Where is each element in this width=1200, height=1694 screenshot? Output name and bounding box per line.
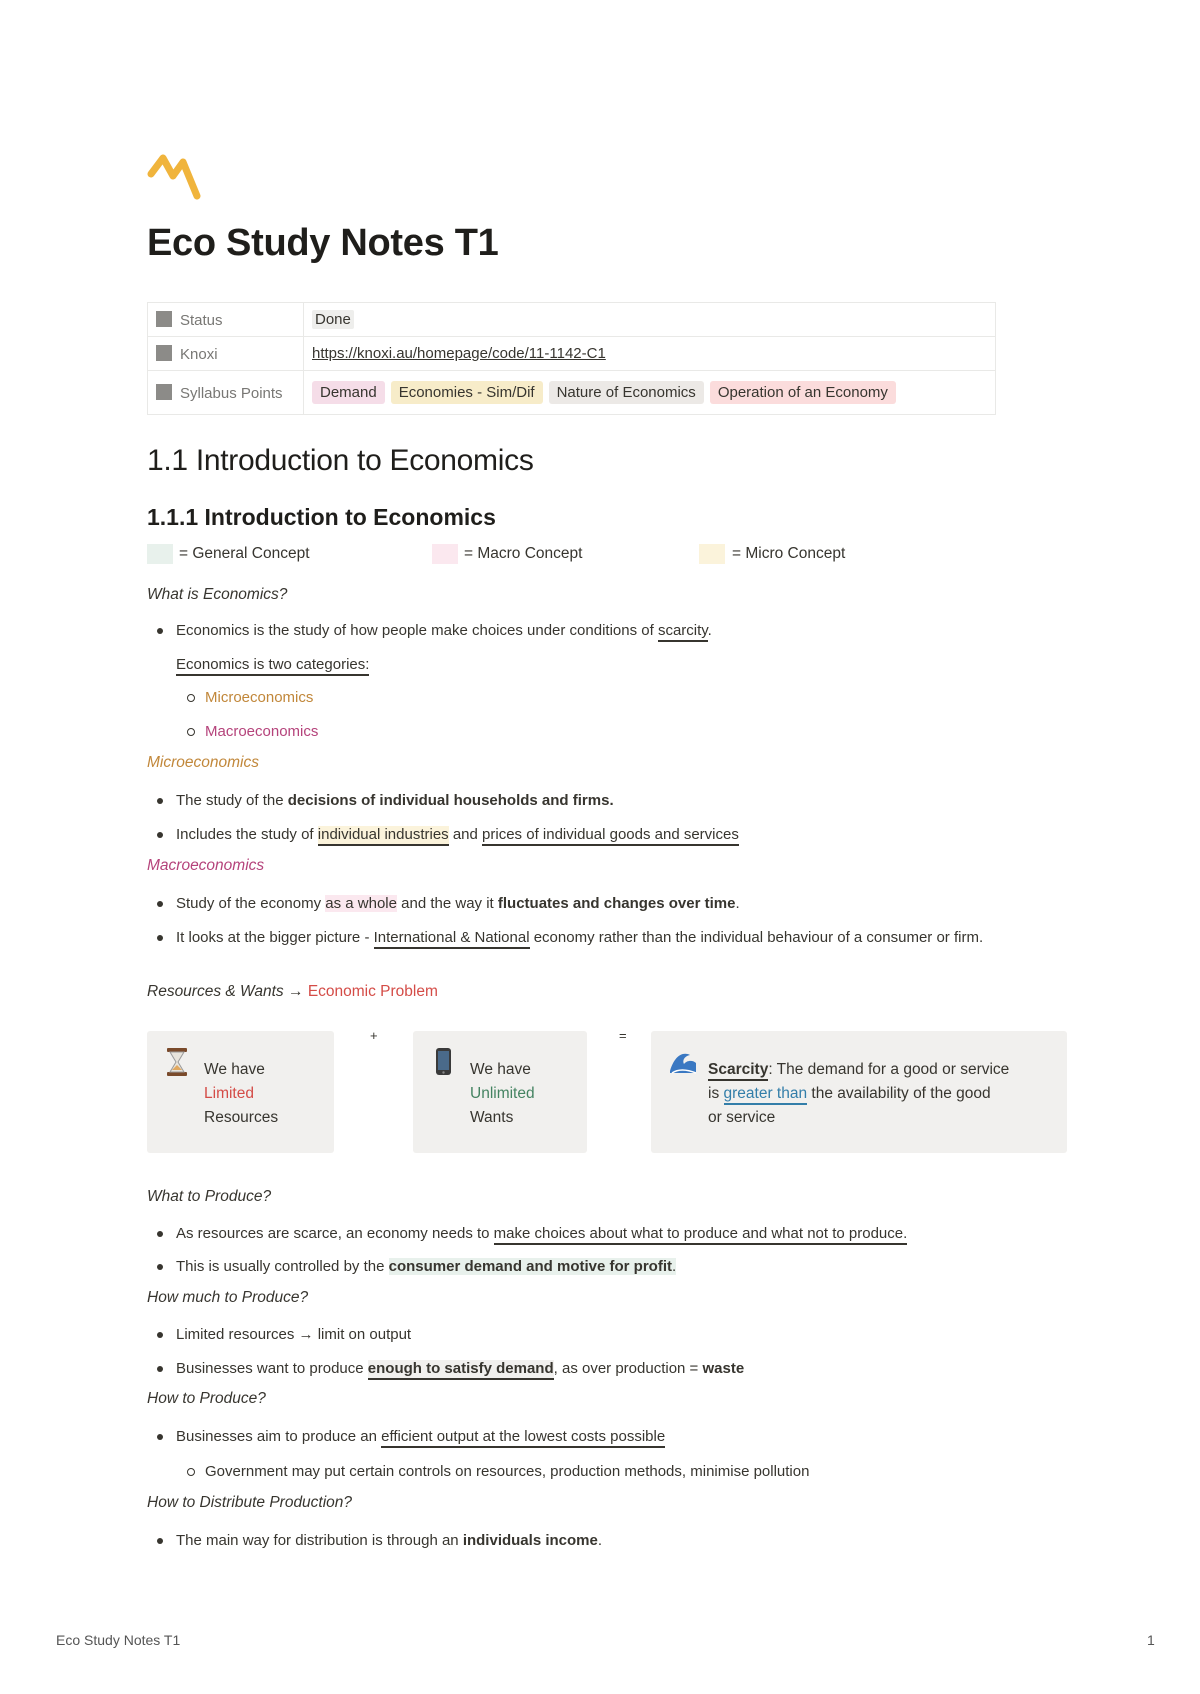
- list-item: The main way for distribution is through an individuals income.: [176, 1529, 1076, 1552]
- section-heading: 1.1 Introduction to Economics: [147, 444, 534, 477]
- equals-sign: =: [619, 1028, 627, 1043]
- property-value-knoxi: [304, 337, 996, 371]
- properties-table: [147, 302, 996, 415]
- resources-heading: Resources & Wants → Economic Problem: [147, 983, 438, 1000]
- what-produce-heading: What to Produce?: [147, 1188, 272, 1205]
- list-item: Businesses aim to produce an efficient output at the lowest costs possible: [176, 1425, 1076, 1448]
- property-key-syllabus: Syllabus Points: [148, 371, 304, 415]
- property-value-syllabus: [304, 371, 996, 415]
- how-much-heading: How much to Produce?: [147, 1289, 309, 1306]
- list-item: As resources are scarce, an economy needs to make choices about what to produce and what not to produce.: [176, 1222, 1076, 1245]
- list-item: Limited resources → limit on output: [176, 1323, 1076, 1346]
- property-row-knoxi: [148, 337, 996, 371]
- legend-micro: = Micro Concept: [732, 545, 846, 562]
- status-badge[interactable]: Done: [312, 310, 354, 329]
- legend-swatch-macro: [432, 544, 458, 564]
- property-icon: [156, 311, 172, 327]
- property-icon: [156, 384, 172, 400]
- subsection-heading: 1.1.1 Introduction to Economics: [147, 504, 496, 530]
- tag-nature[interactable]: Nature of Economics: [549, 381, 704, 404]
- callout-text: We have Unlimited Wants: [470, 1061, 535, 1126]
- two-categories: Economics is two categories:: [176, 653, 369, 676]
- list-item-micro: Microeconomics: [205, 686, 1065, 709]
- list-item: It looks at the bigger picture - International & National economy rather than the individual behaviour of a consumer or firm.: [176, 926, 1066, 949]
- property-value-status[interactable]: [304, 303, 996, 337]
- list-item: Includes the study of individual industries and prices of individual goods and services: [176, 823, 1076, 846]
- property-icon: [156, 345, 172, 361]
- wave-icon: [668, 1047, 698, 1077]
- mobile-phone-icon: [430, 1047, 456, 1077]
- macro-heading: Macroeconomics: [147, 857, 265, 874]
- footer-page-number: 1: [1147, 1632, 1155, 1648]
- micro-heading: Microeconomics: [147, 754, 259, 771]
- list-item: This is usually controlled by the consumer demand and motive for profit.: [176, 1255, 1076, 1278]
- what-is-heading: What is Economics?: [147, 586, 288, 603]
- page-logo-icon: [147, 152, 203, 202]
- list-item: Economics is the study of how people make choices under conditions of scarcity.: [176, 619, 1076, 642]
- page-title: Eco Study Notes T1: [147, 222, 499, 264]
- tag-operation[interactable]: Operation of an Economy: [710, 381, 896, 404]
- list-item: The study of the decisions of individual households and firms.: [176, 789, 1076, 812]
- tag-economies[interactable]: Economies - Sim/Dif: [391, 381, 543, 404]
- distribute-heading: How to Distribute Production?: [147, 1494, 353, 1511]
- list-item: Businesses want to produce enough to satisfy demand, as over production = waste: [176, 1357, 1076, 1380]
- knoxi-link[interactable]: https://knoxi.au/homepage/code/11-1142-C1: [312, 345, 606, 362]
- list-item-sub: Government may put certain controls on resources, production methods, minimise pollution: [205, 1460, 1065, 1483]
- list-item-macro: Macroeconomics: [205, 720, 1065, 743]
- callout-text: We have Limited Resources: [204, 1061, 279, 1126]
- list-item: Study of the economy as a whole and the way it fluctuates and changes over time.: [176, 892, 1076, 915]
- callout-text: Scarcity: The demand for a good or service is greater than the availability of the good or service: [708, 1061, 1010, 1126]
- legend-swatch-general: [147, 544, 173, 564]
- property-key-knoxi: Knoxi: [148, 337, 304, 371]
- plus-sign: +: [370, 1028, 378, 1043]
- property-key-status: Status: [148, 303, 304, 337]
- callout-limited-resources: [147, 1031, 334, 1153]
- footer-title: Eco Study Notes T1: [56, 1632, 181, 1648]
- callout-unlimited-wants: [413, 1031, 587, 1153]
- tag-demand[interactable]: Demand: [312, 381, 385, 404]
- callout-scarcity: [651, 1031, 1067, 1153]
- legend-general: = General Concept: [179, 545, 310, 562]
- legend-swatch-micro: [699, 544, 725, 564]
- property-row-status: [148, 303, 996, 337]
- how-produce-heading: How to Produce?: [147, 1390, 266, 1407]
- property-row-syllabus: [148, 371, 996, 415]
- legend-macro: = Macro Concept: [464, 545, 583, 562]
- scarcity-term: scarcity: [658, 622, 708, 642]
- hourglass-icon: [164, 1047, 190, 1077]
